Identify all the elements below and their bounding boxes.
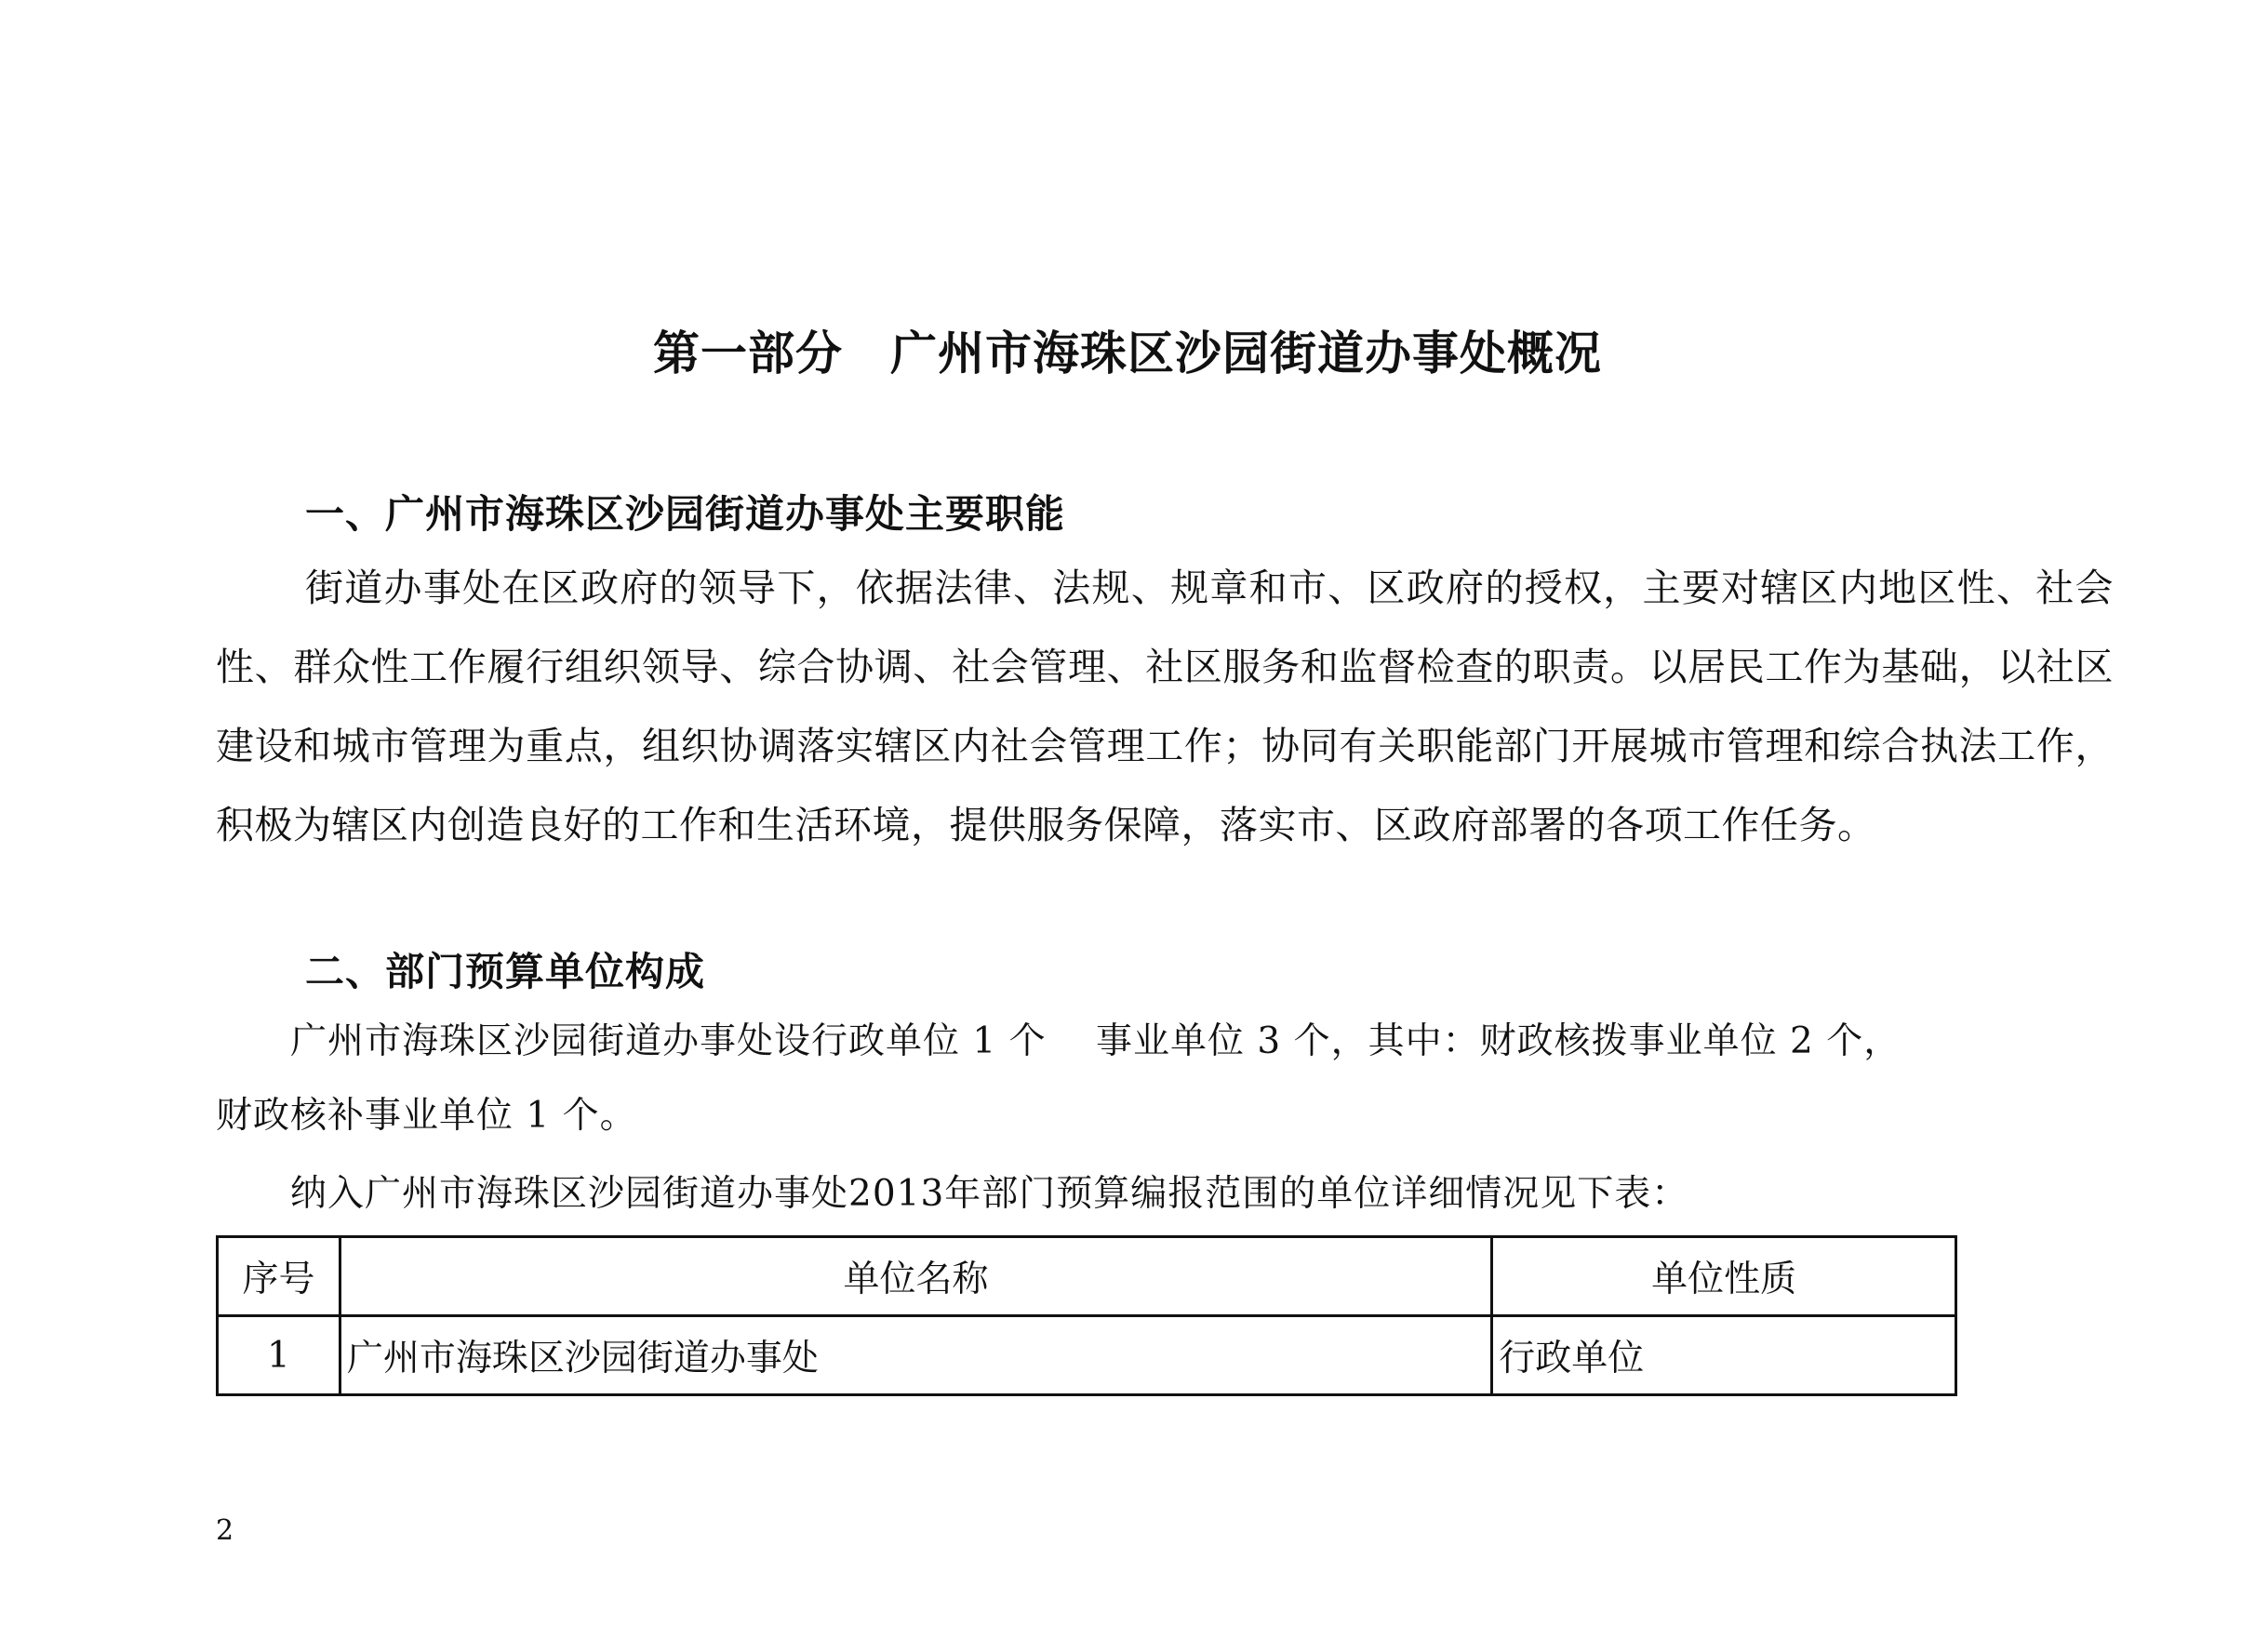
header-name: 单位名称: [340, 1237, 1491, 1316]
table-row: [218, 1316, 1956, 1395]
functions-paragraph: 街道办事处在区政府的领导下，依据法律、法规、规章和市、区政府的授权，主要对辖区内地区性、社会性、群众性工作履行组织领导、综合协调、社会管理、社区服务和监督检查的职责。以居民工作为基础，以社区建设和城市管理为重点，组织协调落实辖区内社会管理工作；协同有关职能部门开展城市管理和综合执法工作，积极为辖区内创造良好的工作和生活环境，提供服务保障，落实市、区政府部署的各项工作任务。: [216, 566, 2114, 847]
section-heading-functions: 一、广州市海珠区沙园街道办事处主要职能: [305, 491, 1066, 537]
table-header-row: [218, 1237, 1956, 1316]
budget-units-line-1: 广州市海珠区沙园街道办事处设行政单位 1 个 事业单位 3 个，其中：财政核拨事业单位 2 个，: [290, 1020, 1901, 1062]
page-number: 2: [216, 1514, 234, 1547]
section-heading-budget-units: 二、部门预算单位构成: [305, 949, 706, 994]
budget-scope-line: 纳入广州市海珠区沙园街道办事处2013年部门预算编报范围的单位详细情况见下表：: [290, 1173, 1689, 1215]
cell-type: 行政单位: [1492, 1316, 1956, 1395]
cell-name: 广州市海珠区沙园街道办事处: [340, 1316, 1491, 1395]
budget-units-line-2: 财政核补事业单位 1 个。: [216, 1095, 637, 1137]
cell-no: 1: [218, 1316, 340, 1395]
page-title: 第一部分 广州市海珠区沙园街道办事处概况: [653, 326, 1602, 380]
header-type: 单位性质: [1492, 1237, 1956, 1316]
budget-units-table: [216, 1235, 1957, 1396]
header-no: 序号: [218, 1237, 340, 1316]
